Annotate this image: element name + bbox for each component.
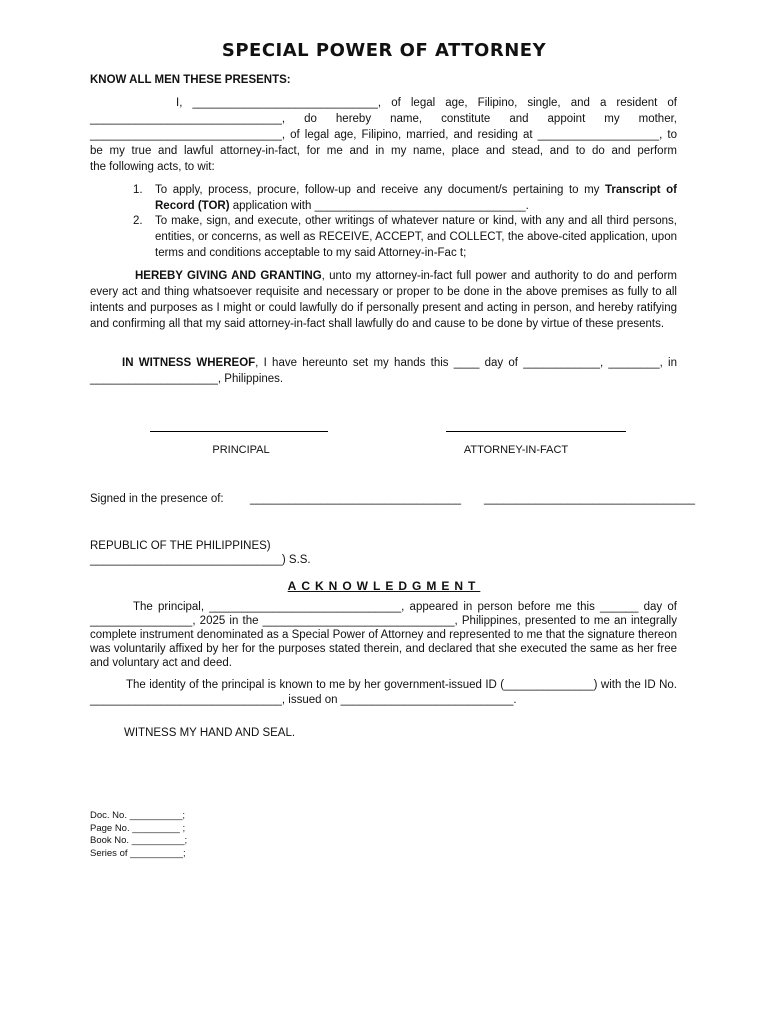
venue-city: ______________________________) S.S. (90, 554, 311, 566)
book-no: Book No. __________; (90, 835, 188, 846)
identity-paragraph: The identity of the principal is known to me by her government-issued ID (______________) with the ID No. ______________________________, issued on ___________________________. (90, 679, 677, 706)
witness-blank-1: _________________________________ (250, 493, 462, 505)
principal-signature-line (150, 431, 328, 432)
granting-heading: HEREBY GIVING AND GRANTING (135, 270, 322, 282)
principal-label: PRINCIPAL (212, 444, 270, 456)
document-title: SPECIAL POWER OF ATTORNEY (221, 40, 547, 61)
attorney-in-fact-label: ATTORNEY-IN-FACT (463, 444, 569, 456)
attorney-signature-line (446, 431, 626, 432)
page-no: Page No. _________ ; (90, 822, 186, 834)
act-item-2: To make, sign, and execute, other writings of whatever nature or kind, with any and all third persons, entities, or concerns, as well as RECEIVE, ACCEPT, and COLLECT, the above-cited application, upon terms and conditions acceptable to my said Attorney-in-Fac t; (155, 215, 677, 259)
signed-presence-label: Signed in the presence of: (90, 493, 224, 505)
granting-paragraph: HEREBY GIVING AND GRANTING, unto my attorney-in-fact full power and authority to do and perform every act and thing whatsoever requisite and necessary or proper to be done in the above premises as fully to all intents and purposes as I might or could lawfully do if personally present and acting in person, and hereby ratifying and confirming all that my said attorney-in-fact shall lawfully do and cause to be done by virtue of these presents. (90, 270, 677, 330)
intro-line-3: ______________________________, of legal age, Filipino, married, and residing at ___________________, to (90, 129, 677, 141)
act-number-2: 2. (133, 215, 143, 227)
acknowledgment-heading: ACKNOWLEDGMENT (287, 579, 481, 593)
witness-line-1: IN WITNESS WHEREOF, I have hereunto set my hands this ____ day of ____________, ________, in (122, 357, 677, 369)
know-all-heading: KNOW ALL MEN THESE PRESENTS: (90, 74, 291, 86)
doc-no: Doc. No. __________; (90, 810, 186, 821)
intro-line-4: be my true and lawful attorney-in-fact, for me and in my name, place and stead, and to do and perform (90, 145, 677, 157)
witness-heading: IN WITNESS WHEREOF (122, 357, 256, 369)
intro-line-2: ______________________________, do hereby name, constitute and appoint my mother, (90, 113, 677, 125)
series-of: Series of __________; (90, 847, 186, 859)
intro-line-5: the following acts, to wit: (90, 161, 215, 173)
act-number-1: 1. (133, 184, 143, 196)
hand-and-seal: WITNESS MY HAND AND SEAL. (124, 727, 296, 739)
intro-line-1: I, _____________________________, of legal age, Filipino, single, and a resident of (176, 97, 677, 109)
acknowledgment-paragraph: The principal, ______________________________, appeared in person before me this ______ day of ________________, 2025 in the ______________________________, Philippines, presented to me an integrally complete instrument denominated as a Special Power of Attorney and represented to me that the signature thereon was voluntarily affixed by her for the purposes stated therein, and declared that she executed the same as her free and voluntary act and deed. (90, 601, 677, 669)
venue-republic: REPUBLIC OF THE PHILIPPINES) (90, 540, 271, 552)
witness-line-2: ____________________, Philippines. (90, 373, 284, 385)
act-item-1: To apply, process, procure, follow-up and receive any document/s pertaining to my Transcript of Record (TOR) application with _________________________________. (155, 184, 677, 212)
tor-label: Transcript of Record (TOR) (155, 184, 677, 212)
witness-blank-2: _________________________________ (484, 493, 696, 505)
